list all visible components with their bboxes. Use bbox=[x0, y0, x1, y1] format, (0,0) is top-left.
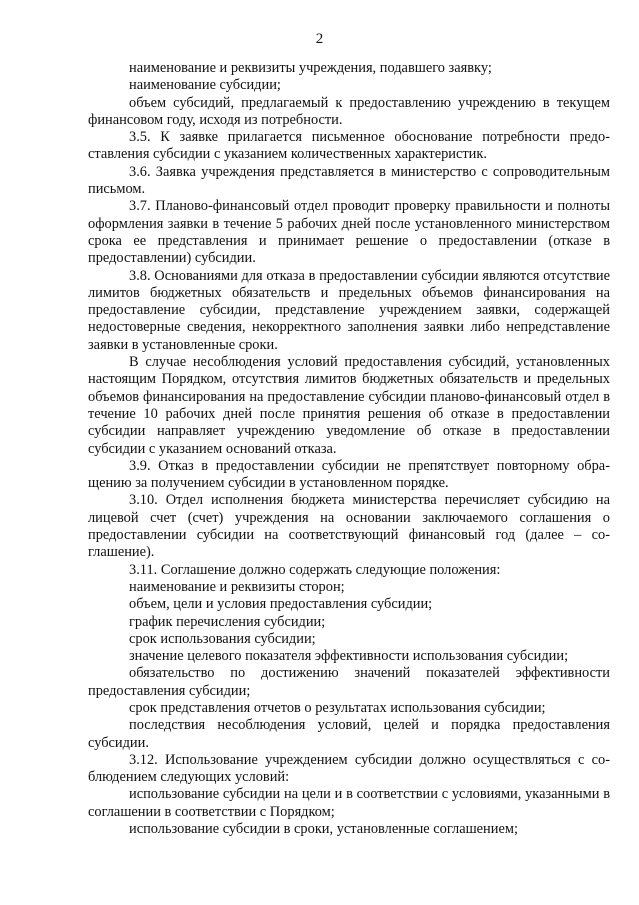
list-item: срок использования субсидии; bbox=[129, 630, 316, 647]
paragraph: 3.5. К заявке прилагается письменное обоснование потребности предоставления субсидии с указанием количественных характеристик. bbox=[88, 129, 610, 163]
paragraph: 3.6. Заявка учреждения представляется в министерство с сопроводительным письмом. bbox=[88, 163, 610, 198]
list-item: срок представления отчетов о результатах использования субсидии; bbox=[129, 699, 546, 716]
list-item: объем, цели и условия предоставления субсидии; bbox=[129, 596, 433, 613]
paragraph: 3.8. Основаниями для отказа в предоставлении субсидии являются отсутствие лимитов бюджетных обязательств и предельных объемов финансирования на предоставление субсидии, представление учреждением заявки, содержащей недостоверные сведения, некорректного заполнения заявки либо непредставление заявки в установленные сроки. bbox=[88, 267, 610, 353]
paragraph: 3.12. Использование учреждением субсидии должно осуществляться с соблюдением следующих условий: bbox=[88, 751, 610, 786]
list-item: график перечисления субсидии; bbox=[129, 613, 326, 630]
list-item: значение целевого показателя эффективности использования субсидии; bbox=[129, 648, 569, 665]
paragraph: В случае несоблюдения условий предоставления субсидий, установленных настоящим Порядком, отсутствия лимитов бюджетных обязательств и предельных объемов финансирования на предоставление субсидии планово-финансовый отдел в течение 10 рабочих дней после принятия решения об отказе в предоставлении субсидии направляет учреждению уведомление об отказе в предоставлении субсидии с указанием оснований отказа. bbox=[88, 354, 610, 457]
list-item: последствия несоблюдения условий, целей и порядка предоставления субсидии. bbox=[88, 717, 610, 751]
list-item: использование субсидии на цели и в соответствии с условиями, указанными в соглашении в соответствии с Порядком; bbox=[88, 786, 610, 820]
paragraph: 3.7. Планово-финансовый отдел проводит проверку правильности и полноты оформления заявки в течение 5 рабочих дней после установленного министерством срока ее представления и принимает решение о предоставлении (отказе в предоставлении) субсидии. bbox=[88, 198, 610, 267]
paragraph: наименование и реквизиты учреждения, подавшего заявку; bbox=[129, 60, 492, 76]
document-body bbox=[88, 60, 610, 838]
list-item: наименование и реквизиты сторон; bbox=[129, 578, 345, 595]
page-number: 2 bbox=[315, 31, 324, 47]
paragraph: объем субсидий, предлагаемый к предоставлению учреждению в текущем финансовом году, исходя из потребности. bbox=[88, 94, 610, 128]
list-item: обязательство по достижению значений показателей эффективности предоставления субсидии; bbox=[88, 665, 610, 699]
paragraph: 3.9. Отказ в предоставлении субсидии не препятствует повторному обращению за получением субсидии в установленном порядке. bbox=[88, 457, 610, 492]
paragraph: 3.11. Соглашение должно содержать следующие положения: bbox=[129, 561, 501, 578]
list-item: использование субсидии в сроки, установленные соглашением; bbox=[129, 821, 518, 838]
paragraph: 3.10. Отдел исполнения бюджета министерства перечисляет субсидию на лицевой счет (счет) учреждения на основании заключаемого соглашения о предоставлении субсидии на соответствующий финансовый год (далее – соглашение). bbox=[88, 492, 610, 561]
paragraph: наименование субсидии; bbox=[129, 77, 281, 94]
